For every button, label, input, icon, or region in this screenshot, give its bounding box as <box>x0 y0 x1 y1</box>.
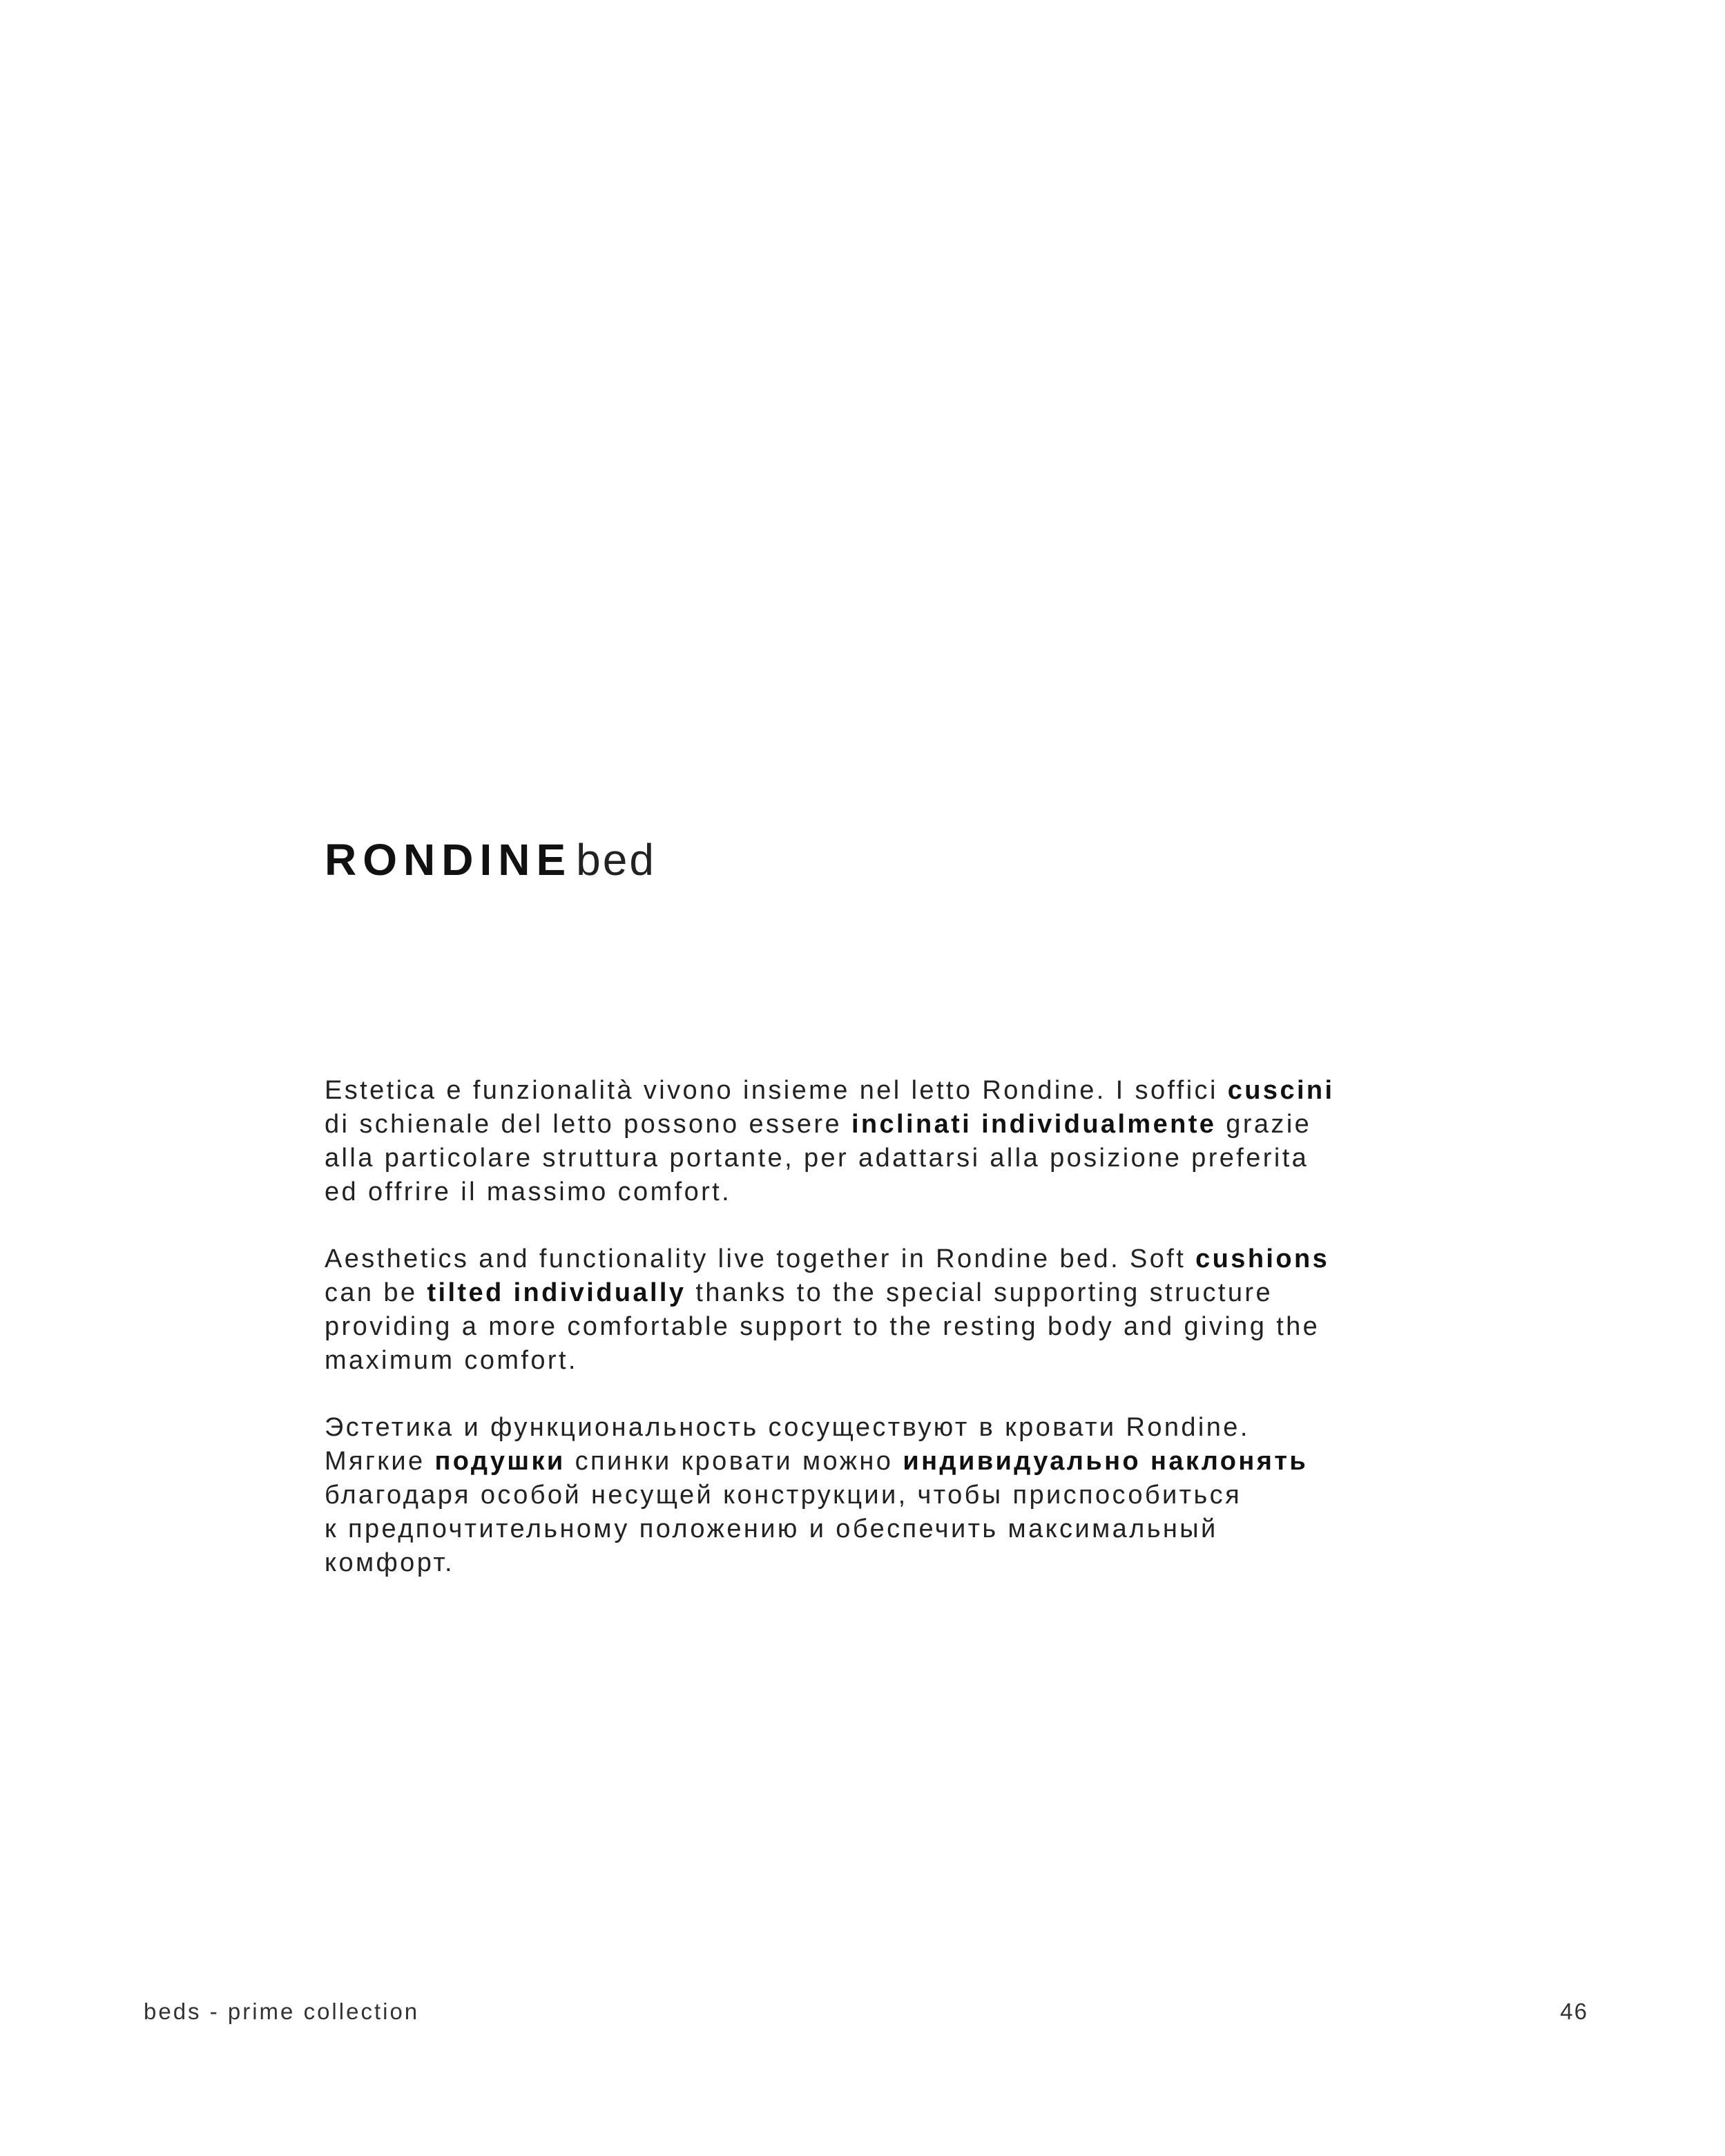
highlight-text: подушки <box>434 1447 566 1476</box>
text-span: grazie <box>1216 1110 1312 1139</box>
text-line: благодаря особой несущей конструкции, чтобы приспособиться <box>325 1481 1242 1510</box>
paragraph-english <box>325 1242 1512 1378</box>
footer-section-label: beds - prime collection <box>144 1999 420 2024</box>
highlight-text: cuscini <box>1227 1076 1335 1105</box>
highlight-text: tilted individually <box>427 1278 686 1307</box>
text-line <box>325 1445 1512 1479</box>
text-span: di schienale del letto possono essere <box>325 1110 851 1139</box>
product-name: RONDINE <box>325 835 572 885</box>
product-type: bed <box>576 835 656 885</box>
text-span: can be <box>325 1278 427 1307</box>
text-line: ed offrire il massimo comfort. <box>325 1177 732 1206</box>
page-title <box>325 832 656 887</box>
highlight-text: cushions <box>1195 1244 1330 1273</box>
text-line <box>325 1074 1512 1108</box>
text-line: providing a more comfortable support to the resting body and giving the <box>325 1312 1320 1341</box>
paragraph-italian <box>325 1074 1512 1209</box>
text-span: thanks to the special supporting structure <box>686 1278 1273 1307</box>
text-span: Aesthetics and functionality live together in Rondine bed. Soft <box>325 1244 1196 1273</box>
text-line: maximum comfort. <box>325 1346 578 1375</box>
text-line: Эстетика и функциональность сосуществуют в кровати Rondine. <box>325 1413 1250 1442</box>
text-line: к предпочтительному положению и обеспечить максимальный <box>325 1514 1218 1543</box>
text-span: Estetica e funzionalità vivono insieme nel letto Rondine. I soffici <box>325 1076 1228 1105</box>
text-line <box>325 1108 1512 1142</box>
text-span: спинки кровати можно <box>565 1447 903 1476</box>
paragraph-russian <box>325 1411 1512 1580</box>
highlight-text: индивидуально наклонять <box>903 1447 1309 1476</box>
description <box>325 1074 1512 1613</box>
text-line: комфорт. <box>325 1548 454 1577</box>
text-line <box>325 1276 1512 1310</box>
page-number: 46 <box>1560 1999 1588 2024</box>
text-line <box>325 1242 1512 1276</box>
text-span: Мягкие <box>325 1447 435 1476</box>
highlight-text: inclinati individualmente <box>851 1110 1217 1139</box>
text-line: alla particolare struttura portante, per adattarsi alla posizione preferita <box>325 1144 1309 1173</box>
